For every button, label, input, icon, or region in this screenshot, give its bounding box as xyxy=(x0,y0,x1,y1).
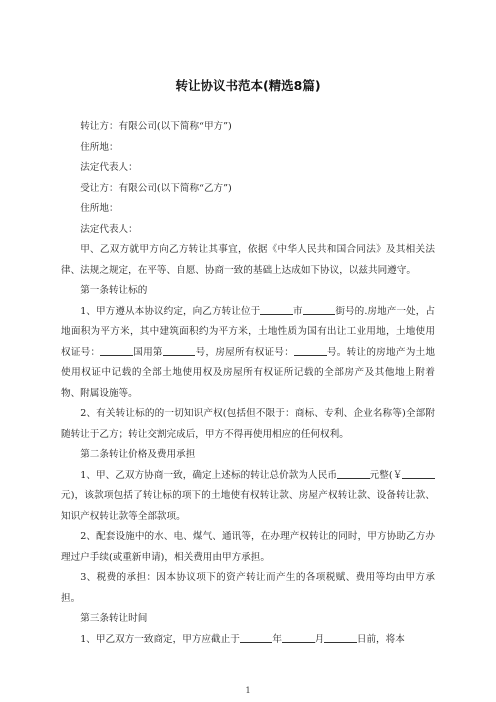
text-run: 月 xyxy=(314,633,325,645)
text-run: 1、甲方遵从本协议约定，向乙方转让位于 xyxy=(80,305,261,317)
paragraph: 住所地： xyxy=(80,141,119,153)
paragraph: 2、有关转让标的的一切知识产权(包括但不限于：商标、专利、企业名称等)全部附随转让于乙方；转让交割完成后，甲方不得再使用相应的任何权利。 xyxy=(61,408,435,440)
fill-in-blank xyxy=(324,633,357,643)
paragraph xyxy=(61,466,435,528)
section-heading: 第二条转让价格及费用承担 xyxy=(80,449,196,460)
paragraph: 转让方：有限公司(以下简称“甲方”) xyxy=(80,121,232,132)
fill-in-blank xyxy=(337,469,370,479)
text-run: 号。转让的房地产为土地使用权证中记载的全部土地使用权及房屋所有权证所记载的全部房产及其他地上附着物、附属设施等。 xyxy=(61,346,435,399)
fill-in-blank xyxy=(303,305,336,315)
fill-in-blank xyxy=(163,346,196,356)
paragraph: 法定代表人： xyxy=(80,223,138,235)
section-heading: 第一条转让标的 xyxy=(80,285,148,296)
text-run: 日前，将本 xyxy=(356,633,405,645)
text-run: 国用第 xyxy=(133,346,163,358)
text-run: 元整(￥ xyxy=(369,469,403,481)
fill-in-blank xyxy=(100,346,133,356)
paragraph: 受让方：有限公司(以下简称“乙方”) xyxy=(80,182,232,194)
paragraph xyxy=(61,302,435,405)
paragraph: 3、税费的承担：因本协议项下的资产转让而产生的各项税赋、费用等均由甲方承担。 xyxy=(61,572,435,604)
document-body xyxy=(61,117,435,650)
paragraph: 甲、乙双方就甲方向乙方转让其事宜，依据《中华人民共和国合同法》及其相关法律、法规之规定，在平等、自愿、协商一致的基础上达成如下协议，以兹共同遵守。 xyxy=(61,244,435,276)
fill-in-blank xyxy=(402,469,435,479)
text-run: 1、甲、乙双方协商一致，确定上述标的转让总价款为人民币 xyxy=(80,469,337,481)
document-title: 转让协议书范本(精选8篇) xyxy=(175,78,321,93)
text-run: 街号的.房地产一处，占地面积为平方米，其中建筑面积约为平方米，土地性质为国有出让工业用地，土地使用权证号： xyxy=(61,305,435,358)
text-run: 年 xyxy=(272,633,283,645)
fill-in-blank xyxy=(294,346,327,356)
page-number: 1 xyxy=(245,686,251,695)
paragraph: 法定代表人： xyxy=(80,162,138,173)
paragraph: 住所地： xyxy=(80,203,119,214)
fill-in-blank xyxy=(240,633,273,643)
text-run: 1、甲乙双方一致商定，甲方应截止于 xyxy=(80,633,240,645)
text-run: 号，房屋所有权证号： xyxy=(195,346,295,358)
paragraph xyxy=(61,630,435,651)
fill-in-blank xyxy=(282,633,315,643)
fill-in-blank xyxy=(260,305,293,315)
text-run: 元)，该款项包括了转让标的项下的土地使有权转让款、房屋产权转让款、设备转让款、知识产权转让款等全部款项。 xyxy=(61,490,435,522)
section-heading: 第三条转让时间 xyxy=(80,613,148,624)
paragraph: 2、配套设施中的水、电、煤气、通讯等，在办理产权转让的同时，甲方协助乙方办理过户手续(或重新申请)，相关费用由甲方承担。 xyxy=(61,531,435,563)
text-run: 市 xyxy=(292,305,303,317)
